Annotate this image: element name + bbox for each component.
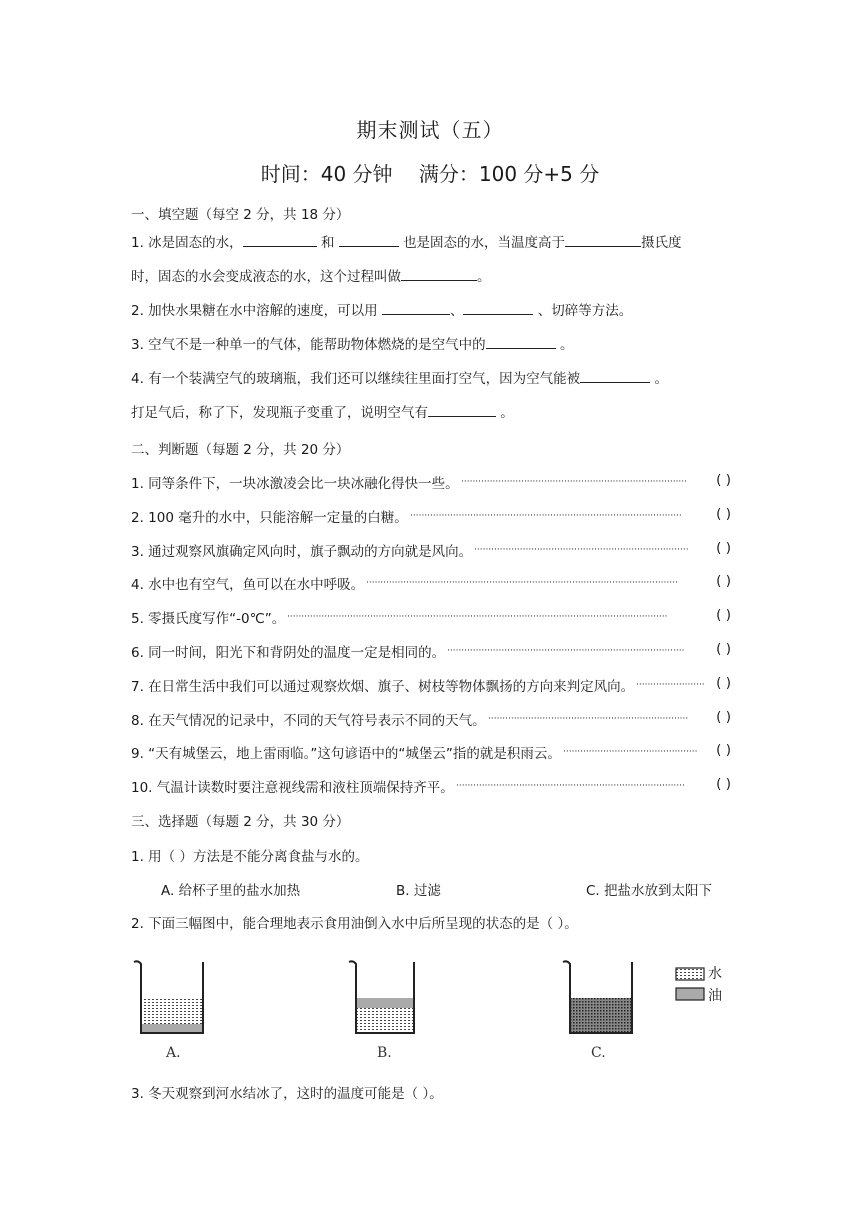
- answer-parentheses[interactable]: ( ): [716, 472, 731, 488]
- answer-blank[interactable]: [463, 300, 533, 315]
- beaker-a: [134, 961, 203, 1033]
- beaker-label-a[interactable]: A.: [166, 1045, 181, 1061]
- water-layer: [141, 998, 203, 1024]
- true-false-item: [131, 709, 731, 729]
- dot-leader: ···················································································: [447, 646, 685, 656]
- beaker-label-b[interactable]: B.: [377, 1045, 392, 1061]
- question-text: 3. 通过观察风旗确定风向时，旗子飘动的方向就是风向。: [131, 543, 473, 560]
- answer-blank[interactable]: [428, 402, 496, 417]
- fill-question-1: 1. 冰是固态的水， 和 也是固态的水，当温度高于 摄氏度 时，固态的水会变成液态的水，这个过程叫做 。: [131, 226, 731, 294]
- answer-blank[interactable]: [243, 232, 317, 247]
- oil-layer: [141, 1024, 203, 1033]
- question-text: 6. 同一时间，阳光下和背阴处的温度一定是相同的。: [131, 645, 446, 661]
- answer-blank[interactable]: [565, 232, 641, 247]
- section-heading-fill-blank: 一、填空题（每空 2 分，共 18 分）: [131, 207, 350, 223]
- section-heading-true-false: 二、判断题（每题 2 分，共 20 分）: [131, 442, 350, 458]
- choice-question-3: 3. 冬天观察到河水结冰了，这时的温度可能是（ ）。: [131, 1086, 443, 1102]
- true-false-item: [131, 675, 731, 695]
- dot-leader: ················································································: [456, 781, 685, 792]
- dot-leader: ·····································································································································: [287, 612, 668, 623]
- answer-parentheses[interactable]: ( ): [716, 641, 731, 657]
- question-text: 7. 在日常生活中我们可以通过观察炊烟、旗子、树枝等物体飘扬的方向来判定风向。: [131, 678, 635, 695]
- exam-info: [0, 158, 860, 187]
- fill-question-4: 4. 有一个装满空气的玻璃瓶，我们还可以继续往里面打空气，因为空气能被 。 打足气后，称了下，发现瓶子变重了，说明空气有 。: [131, 362, 731, 430]
- oil-layer: [356, 998, 414, 1008]
- option-a[interactable]: A. 给杯子里的盐水加热: [161, 883, 301, 899]
- answer-parentheses[interactable]: ( ): [716, 776, 731, 793]
- answer-parentheses[interactable]: ( ): [716, 505, 731, 522]
- water-layer: [356, 1008, 414, 1033]
- question-text: 9. “天有城堡云，地上雷雨临。”这句谚语中的“城堡云”指的就是积雨云。: [131, 746, 561, 763]
- true-false-item: [131, 776, 731, 796]
- full-score: 满分：100 分+5 分: [418, 162, 600, 186]
- beaker-figures: [120, 950, 740, 1040]
- true-false-item: [131, 573, 731, 593]
- question-text: 10. 气温计读数时要注意视线需和液柱顶端保持齐平。: [131, 780, 454, 797]
- dot-leader: ···········································································: [474, 544, 689, 555]
- legend-oil-label: 油: [708, 988, 722, 1004]
- dot-leader: ···············································································: [461, 477, 688, 487]
- dot-leader: ························: [636, 679, 705, 690]
- option-c[interactable]: C. 把盐水放到太阳下: [586, 883, 713, 899]
- mixed-layer: [570, 998, 632, 1033]
- beaker-c: [563, 961, 632, 1033]
- fill-question-2: 2. 加快水果糖在水中溶解的速度，可以用 、 、切碎等方法。: [131, 294, 731, 328]
- choice-question-1: 1. 用（ ）方法是不能分离食盐与水的。: [131, 849, 369, 865]
- true-false-item: [131, 641, 731, 661]
- dot-leader: ······································································: [488, 713, 689, 724]
- answer-parentheses[interactable]: ( ): [716, 573, 731, 590]
- dot-leader: ·······························································································: [410, 510, 682, 521]
- section-heading-choice: 三、选择题（每题 2 分，共 30 分）: [131, 814, 350, 830]
- answer-parentheses[interactable]: ( ): [716, 607, 731, 624]
- answer-blank[interactable]: [580, 368, 650, 383]
- legend-water-swatch: [676, 968, 704, 980]
- answer-parentheses[interactable]: ( ): [716, 674, 731, 691]
- page-title: 期末测试（五）: [356, 118, 504, 142]
- question-text: 4. 水中也有空气，鱼可以在水中呼吸。: [131, 577, 365, 594]
- question-text: 1. 同等条件下，一块冰激凌会比一块冰融化得快一些。: [131, 476, 459, 492]
- dot-leader: ·············································································································: [366, 578, 678, 589]
- fill-question-3: 3. 空气不是一种单一的气体，能帮助物体燃烧的是空气中的 。: [131, 328, 731, 362]
- dot-leader: ···············································: [563, 747, 698, 758]
- answer-blank[interactable]: [401, 266, 477, 281]
- true-false-item: [131, 472, 731, 492]
- legend-water-label: 水: [708, 966, 722, 982]
- answer-blank[interactable]: [382, 300, 450, 315]
- answer-parentheses[interactable]: ( ): [716, 742, 731, 759]
- question-text: 2. 100 毫升的水中，只能溶解一定量的白糖。: [131, 509, 408, 526]
- answer-parentheses[interactable]: ( ): [716, 708, 731, 725]
- answer-blank[interactable]: [486, 334, 556, 349]
- answer-blank[interactable]: [339, 232, 399, 247]
- question-text: 5. 零摄氏度写作“-0℃”。: [131, 611, 286, 628]
- true-false-item: [131, 742, 731, 762]
- beaker-label-c[interactable]: C.: [591, 1045, 606, 1061]
- true-false-item: [131, 540, 731, 560]
- legend-oil-swatch: [676, 988, 704, 1000]
- beaker-b: [349, 961, 414, 1033]
- time-limit: 时间：40 分钟: [260, 162, 393, 186]
- answer-parentheses[interactable]: ( ): [716, 539, 731, 556]
- choice-question-2: 2. 下面三幅图中，能合理地表示食用油倒入水中后所呈现的状态的是（ ）。: [131, 916, 578, 932]
- option-b[interactable]: B. 过滤: [396, 883, 441, 899]
- question-text: 8. 在天气情况的记录中，不同的天气符号表示不同的天气。: [131, 712, 486, 729]
- true-false-item: [131, 607, 731, 627]
- true-false-item: [131, 506, 731, 526]
